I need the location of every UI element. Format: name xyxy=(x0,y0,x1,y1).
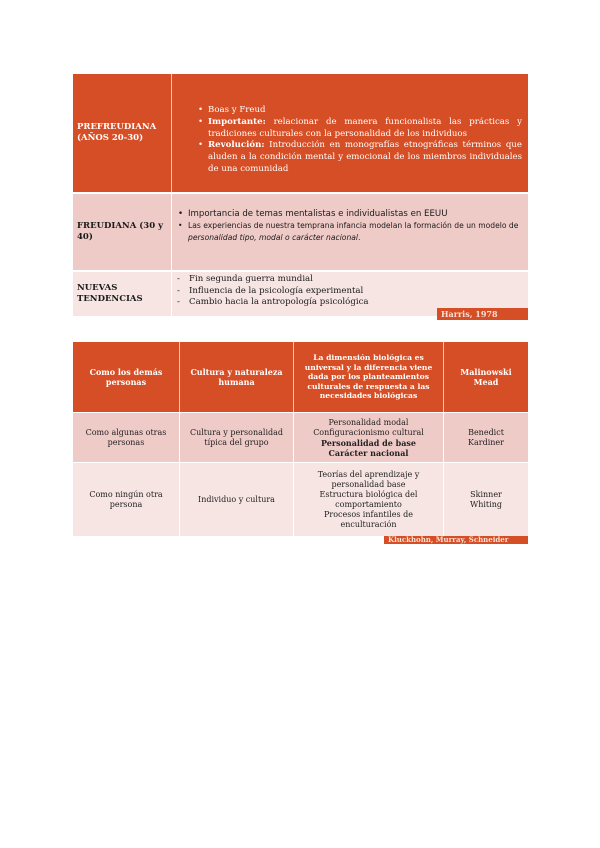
slide-psychological-anthropology-periods xyxy=(73,74,528,319)
bullet-item: - Cambio hacia la antropología psicológica xyxy=(177,297,522,309)
bullet-item: • Revolución: Introducción en monografías etnográficas términos que aluden a la condición mental y emocional de los miembros individuales de una comunidad xyxy=(198,140,522,175)
table-cell: Cultura y personalidad típica del grupo xyxy=(180,412,294,462)
source-citation: Harris, 1978 xyxy=(437,308,528,320)
bullet-item: - Fin segunda guerra mundial xyxy=(177,274,522,286)
row-prefreudiana xyxy=(73,74,528,192)
table-cell: Como ningún otra persona xyxy=(73,462,180,536)
bullet-item: - Influencia de la psicología experimental xyxy=(177,286,522,298)
table-cell: Benedict Kardiner xyxy=(444,412,528,462)
table-cell: Como algunas otras personas xyxy=(73,412,180,462)
bullet-item: • Las experiencias de nuestra temprana infancia modelan la formación de un modelo de personalidad tipo, modal o carácter nacional. xyxy=(178,220,522,244)
table-cell: Skinner Whiting xyxy=(444,462,528,536)
bullet-item: • Importante: relacionar de manera funcionalista las prácticas y tradiciones culturales con la personalidad de los individuos xyxy=(198,117,522,141)
table-header-cell: Cultura y naturaleza humana xyxy=(180,342,294,412)
bullet-item: • Importancia de temas mentalistas e individualistas en EEUU xyxy=(178,209,522,220)
table-cell: Personalidad modal Configuracionismo cultural Personalidad de base Carácter nacional xyxy=(294,412,444,462)
row-freudiana xyxy=(73,194,528,270)
row-label: NUEVAS TENDENCIAS xyxy=(73,272,172,316)
table-header-cell: La dimensión biológica es universal y la diferencia viene dada por los planteamientos culturales de respuesta a las necesidades biológicas xyxy=(294,342,444,412)
table-header-cell: Como los demás personas xyxy=(73,342,180,412)
row-content xyxy=(174,74,528,192)
source-citation: Kluckhohn, Murray, Schneider xyxy=(384,536,528,544)
table-cell: Individuo y cultura xyxy=(180,462,294,536)
table-cell: Teorías del aprendizaje y personalidad base Estructura biológica del comportamiento Procesos infantiles de enculturación xyxy=(294,462,444,536)
row-label: FREUDIANA (30 y 40) xyxy=(73,194,172,270)
row-content xyxy=(174,194,528,270)
table-header-cell: Malinowski Mead xyxy=(444,342,528,412)
bullet-item: • Boas y Freud xyxy=(198,105,522,117)
slide-personality-culture-table xyxy=(73,342,528,544)
row-label: PREFREUDIANA (AÑOS 20-30) xyxy=(73,74,172,192)
